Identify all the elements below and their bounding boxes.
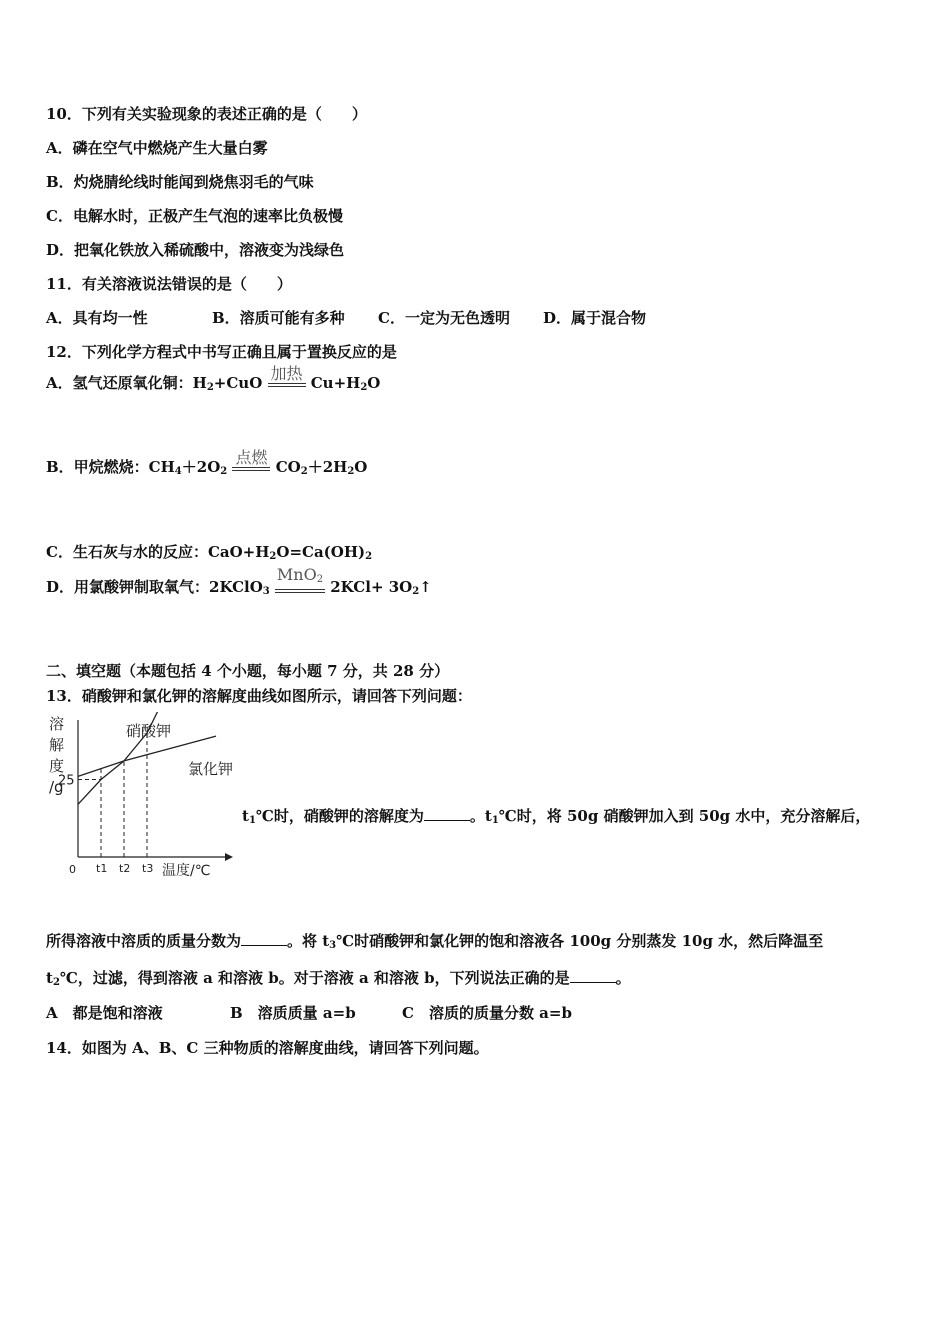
q13-option-a: A 都是饱和溶液 — [46, 1004, 163, 1022]
origin-label: 0 — [69, 863, 76, 876]
x-axis-label: 温度/℃ — [162, 863, 211, 879]
q13-line-1: $t_1℃$时，硝酸钾的溶解度为 。$t_1℃$时，将 50g 硝酸钾加入到 50g 水中，充分溶解后， — [242, 807, 871, 826]
section-heading: 二、填空题（本题包括 4 个小题，每小题 7 分，共 28 分） — [46, 662, 450, 680]
q11-option-c: C．一定为无色透明 — [378, 309, 510, 327]
q12-option-a: A．氢气还原氧化铜：$H_2+CuO$ 加热 $Cu+H_2O$ — [46, 363, 381, 393]
y-axis-label: 解 — [49, 736, 65, 754]
solubility-chart — [40, 712, 245, 887]
q11-option-a: A．具有均一性 — [46, 309, 148, 327]
q11-stem: 11．有关溶液说法错误的是（ ） — [46, 275, 292, 293]
q11-option-d: D．属于混合物 — [543, 309, 647, 327]
y-axis-label: 度 — [49, 757, 65, 775]
q10-option-b: B．灼烧腈纶线时能闻到烧焦羽毛的气味 — [46, 173, 314, 191]
q12-option-d: D．用氯酸钾制取氧气：2KClO$_3$ MnO$_2$ $2KCl+ 3O_2↑$ — [46, 565, 432, 597]
q11-option-b: B．溶质可能有多种 — [212, 309, 345, 327]
x-tick-label: t3 — [142, 862, 154, 875]
q13-line-2: 所得溶液中溶质的质量分数为 。将 $t_3℃$时硝酸钾和氯化钾的饱和溶液各 100g 分别蒸发 10g 水，然后降温至 — [46, 932, 824, 951]
y-tick-label: 25 — [58, 773, 75, 789]
answer-blank[interactable] — [570, 968, 616, 983]
x-tick-label: t2 — [119, 862, 131, 875]
q13-option-b: B 溶质质量 a=b — [230, 1004, 356, 1022]
reaction-condition: 加热 — [268, 366, 306, 387]
reaction-condition: MnO$_2$ — [275, 567, 325, 593]
q10-option-c: C．电解水时，正极产生气泡的速率比负极慢 — [46, 207, 343, 225]
reaction-condition: 点燃 — [232, 450, 270, 471]
q12-option-b: B．甲烷燃烧：$CH_4+2O_2$ 点燃 $CO_2+2H_2O$ — [46, 447, 368, 477]
answer-blank[interactable] — [241, 931, 287, 946]
y-axis-label: 溶 — [49, 715, 65, 733]
y-axis-label: /g — [49, 778, 64, 796]
q13-option-c: C 溶质的质量分数 a=b — [402, 1004, 572, 1022]
x-tick-label: t1 — [96, 862, 108, 875]
q10-option-d: D．把氧化铁放入稀硫酸中，溶液变为浅绿色 — [46, 241, 345, 259]
series-label: 氯化钾 — [188, 760, 234, 778]
q10-stem: 10．下列有关实验现象的表述正确的是（ ） — [46, 105, 367, 123]
q12-stem: 12．下列化学方程式中书写正确且属于置换反应的是 — [46, 343, 397, 361]
q12-option-c: C．生石灰与水的反应：$CaO+H_2O=Ca(OH)_2$ — [46, 543, 373, 562]
q13-line-3: $t_2℃$，过滤，得到溶液 a 和溶液 b。对于溶液 a 和溶液 b，下列说法正确的是 。 — [46, 969, 631, 988]
series-label: 硝酸钾 — [126, 722, 172, 740]
answer-blank[interactable] — [424, 806, 470, 821]
x-axis-arrow — [225, 853, 233, 861]
q10-option-a: A．磷在空气中燃烧产生大量白雾 — [46, 139, 268, 157]
q14-stem: 14．如图为 A、B、C 三种物质的溶解度曲线，请回答下列问题。 — [46, 1039, 489, 1057]
q13-stem: 13．硝酸钾和氯化钾的溶解度曲线如图所示，请回答下列问题： — [46, 687, 472, 705]
